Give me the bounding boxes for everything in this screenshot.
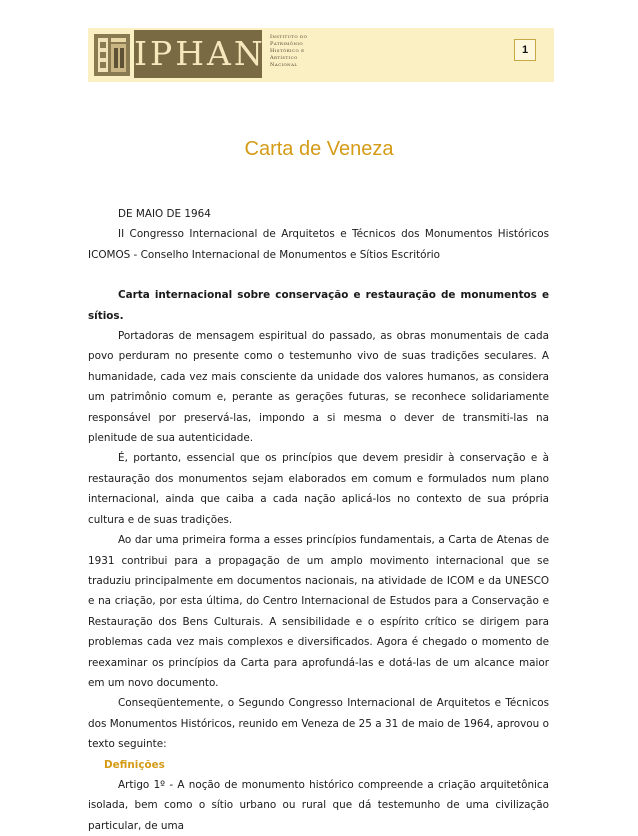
- paragraph: Portadoras de mensagem espiritual do passado, as obras monumentais de cada povo perduram no presente como o testemunho vivo de suas tradições seculares. A humanidade, cada vez mais consciente da unidade dos valores humanos, as considera um patrimônio comum e, perante as gerações futuras, se reconhece solidariamente responsável por preservá-las, impondo a si mesma o dever de transmiti-las na plenitude de sua autenticidade.: [88, 330, 549, 445]
- date-line: DE MAIO DE 1964: [118, 208, 211, 220]
- article-1: Artigo 1º - A noção de monumento histórico compreende a criação arquitetônica isolada, bem como o sítio urbano ou rural que dá testemunho de uma civilização particular, de uma: [88, 778, 549, 832]
- document-body: [88, 204, 549, 836]
- paragraph: Conseqüentemente, o Segundo Congresso Internacional de Arquitetos e Técnicos dos Monumentos Históricos, reunido em Veneza de 25 a 31 de maio de 1964, aprovou o texto seguinte:: [88, 697, 549, 751]
- logo-sub-line: Artístico: [270, 55, 298, 61]
- logo-sub-line: Patrimônio: [270, 41, 304, 47]
- document-title: Carta de Veneza: [244, 138, 394, 160]
- paragraph: É, portanto, essencial que os princípios que devem presidir à conservação e à restauração dos monumentos sejam elaborados em comum e formulados num plano internacional, ainda que caiba a cada nação aplicá-los no contexto de sua própria cultura e de suas tradições.: [88, 452, 549, 526]
- header-banner: [88, 28, 554, 82]
- iphan-emblem-icon: [94, 34, 130, 76]
- section-heading-definitions: Definições: [104, 758, 165, 771]
- logo-sub-line: Instituto do: [270, 34, 308, 40]
- congress-line: [88, 224, 549, 244]
- paragraph: Ao dar uma primeira forma a esses princípios fundamentais, a Carta de Atenas de 1931 contribui para a propagação de um amplo movimento internacional que se traduziu principalmente em documentos nacionais, na atividade de ICOM e da UNESCO e na criação, por esta última, do Centro Internacional de Estudos para a Conservação e Restauração dos Bens Culturais. A sensibilidade e o espírito crítico se dirigem para problemas cada vez mais complexos e diversificados. Agora é chegado o momento de reexaminar os princípios da Carta para aprofundá-las e dotá-las de um alcance maior em um novo documento.: [88, 534, 549, 689]
- congress-line-2: ICOMOS - Conselho Internacional de Monumentos e Sítios Escritório: [88, 248, 441, 261]
- logo-sub-line: Nacional: [270, 62, 298, 68]
- logo-wordmark: IPHAN: [134, 30, 262, 78]
- logo-institution-name: [270, 34, 332, 69]
- logo-sub-line: Histórico e: [270, 48, 305, 54]
- document-subtitle: Carta internacional sobre conservação e restauração de monumentos e sítios.: [88, 289, 549, 322]
- page-number: 1: [514, 39, 536, 61]
- congress-line-1: II Congresso Internacional de Arquitetos e Técnicos dos Monumentos Históricos: [118, 228, 549, 241]
